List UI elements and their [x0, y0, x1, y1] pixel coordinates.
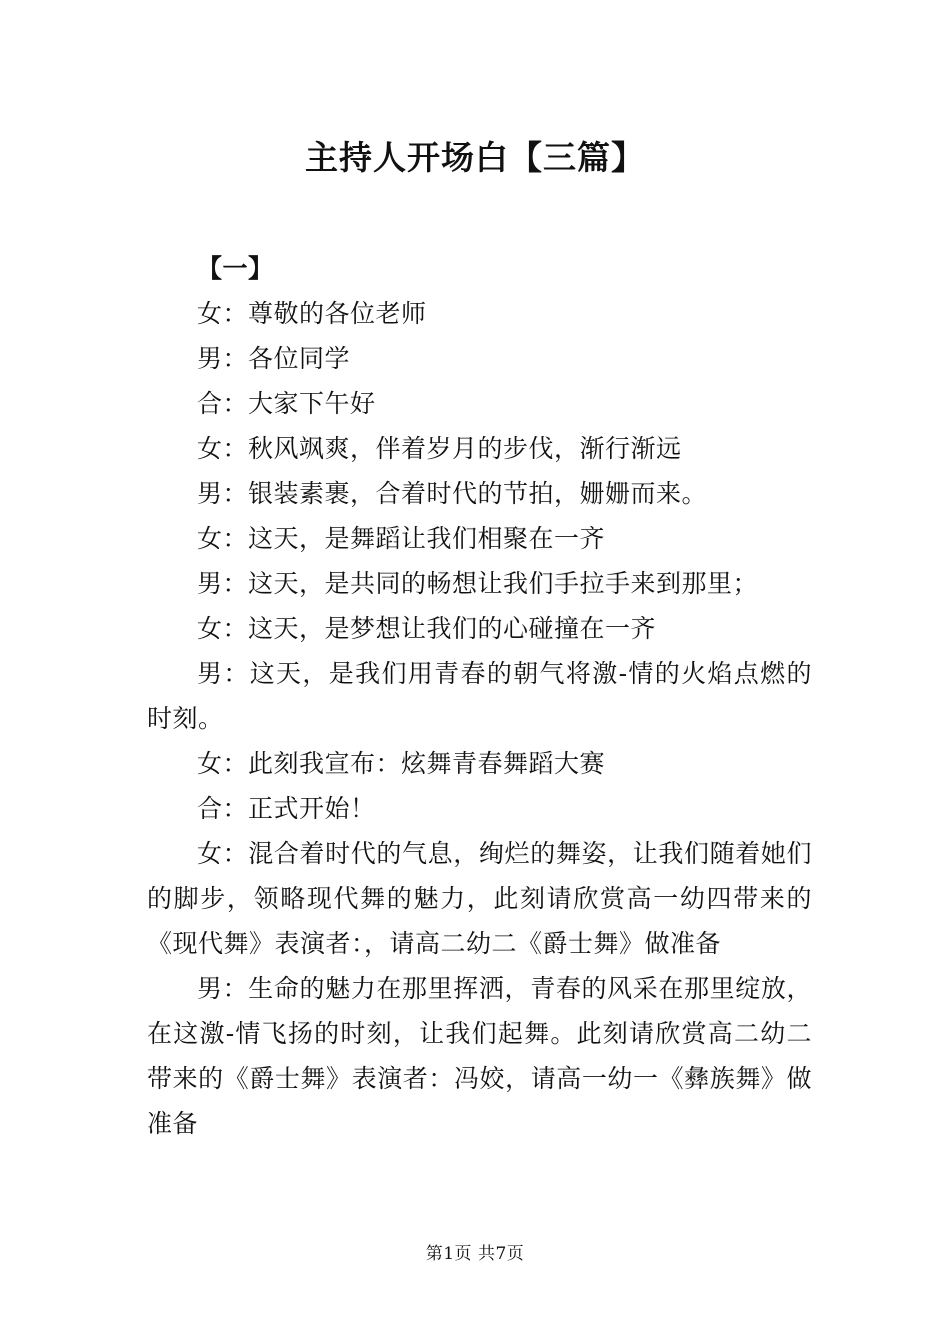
document-body: [147, 246, 812, 1146]
paragraph: 女：秋风飒爽，伴着岁月的步伐，渐行渐远: [197, 434, 682, 463]
paragraph: 女：尊敬的各位老师: [197, 299, 427, 328]
paragraph: 男：生命的魅力在那里挥洒，青春的风采在那里绽放，在这激-情飞扬的时刻，让我们起舞。此刻请欣赏高二幼二带来的《爵士舞》表演者：冯姣，请高一幼一《彝族舞》做准备: [147, 974, 812, 1138]
paragraph: 合：正式开始！: [197, 794, 376, 823]
paragraph: 男：银装素裹，合着时代的节拍，姗姗而来。: [197, 479, 708, 508]
paragraph: 女：混合着时代的气息，绚烂的舞姿，让我们随着她们的脚步，领略现代舞的魅力，此刻请欣赏高一幼四带来的《现代舞》表演者：，请高二幼二《爵士舞》做准备: [147, 839, 812, 958]
paragraph: 女：这天，是梦想让我们的心碰撞在一齐: [197, 614, 657, 643]
section-heading: 【一】: [197, 254, 274, 283]
page-number-footer: 第1页 共7页: [425, 1244, 525, 1264]
paragraph: 男：这天，是我们用青春的朝气将激-情的火焰点燃的时刻。: [147, 659, 812, 733]
paragraph: 女：这天，是舞蹈让我们相聚在一齐: [197, 524, 606, 553]
paragraph: 男：这天，是共同的畅想让我们手拉手来到那里；: [197, 569, 759, 598]
paragraph: 男：各位同学: [197, 344, 351, 373]
paragraph: 合：大家下午好: [197, 389, 376, 418]
document-title: 主持人开场白【三篇】: [305, 138, 645, 177]
paragraph: 女：此刻我宣布：炫舞青春舞蹈大赛: [197, 749, 606, 778]
